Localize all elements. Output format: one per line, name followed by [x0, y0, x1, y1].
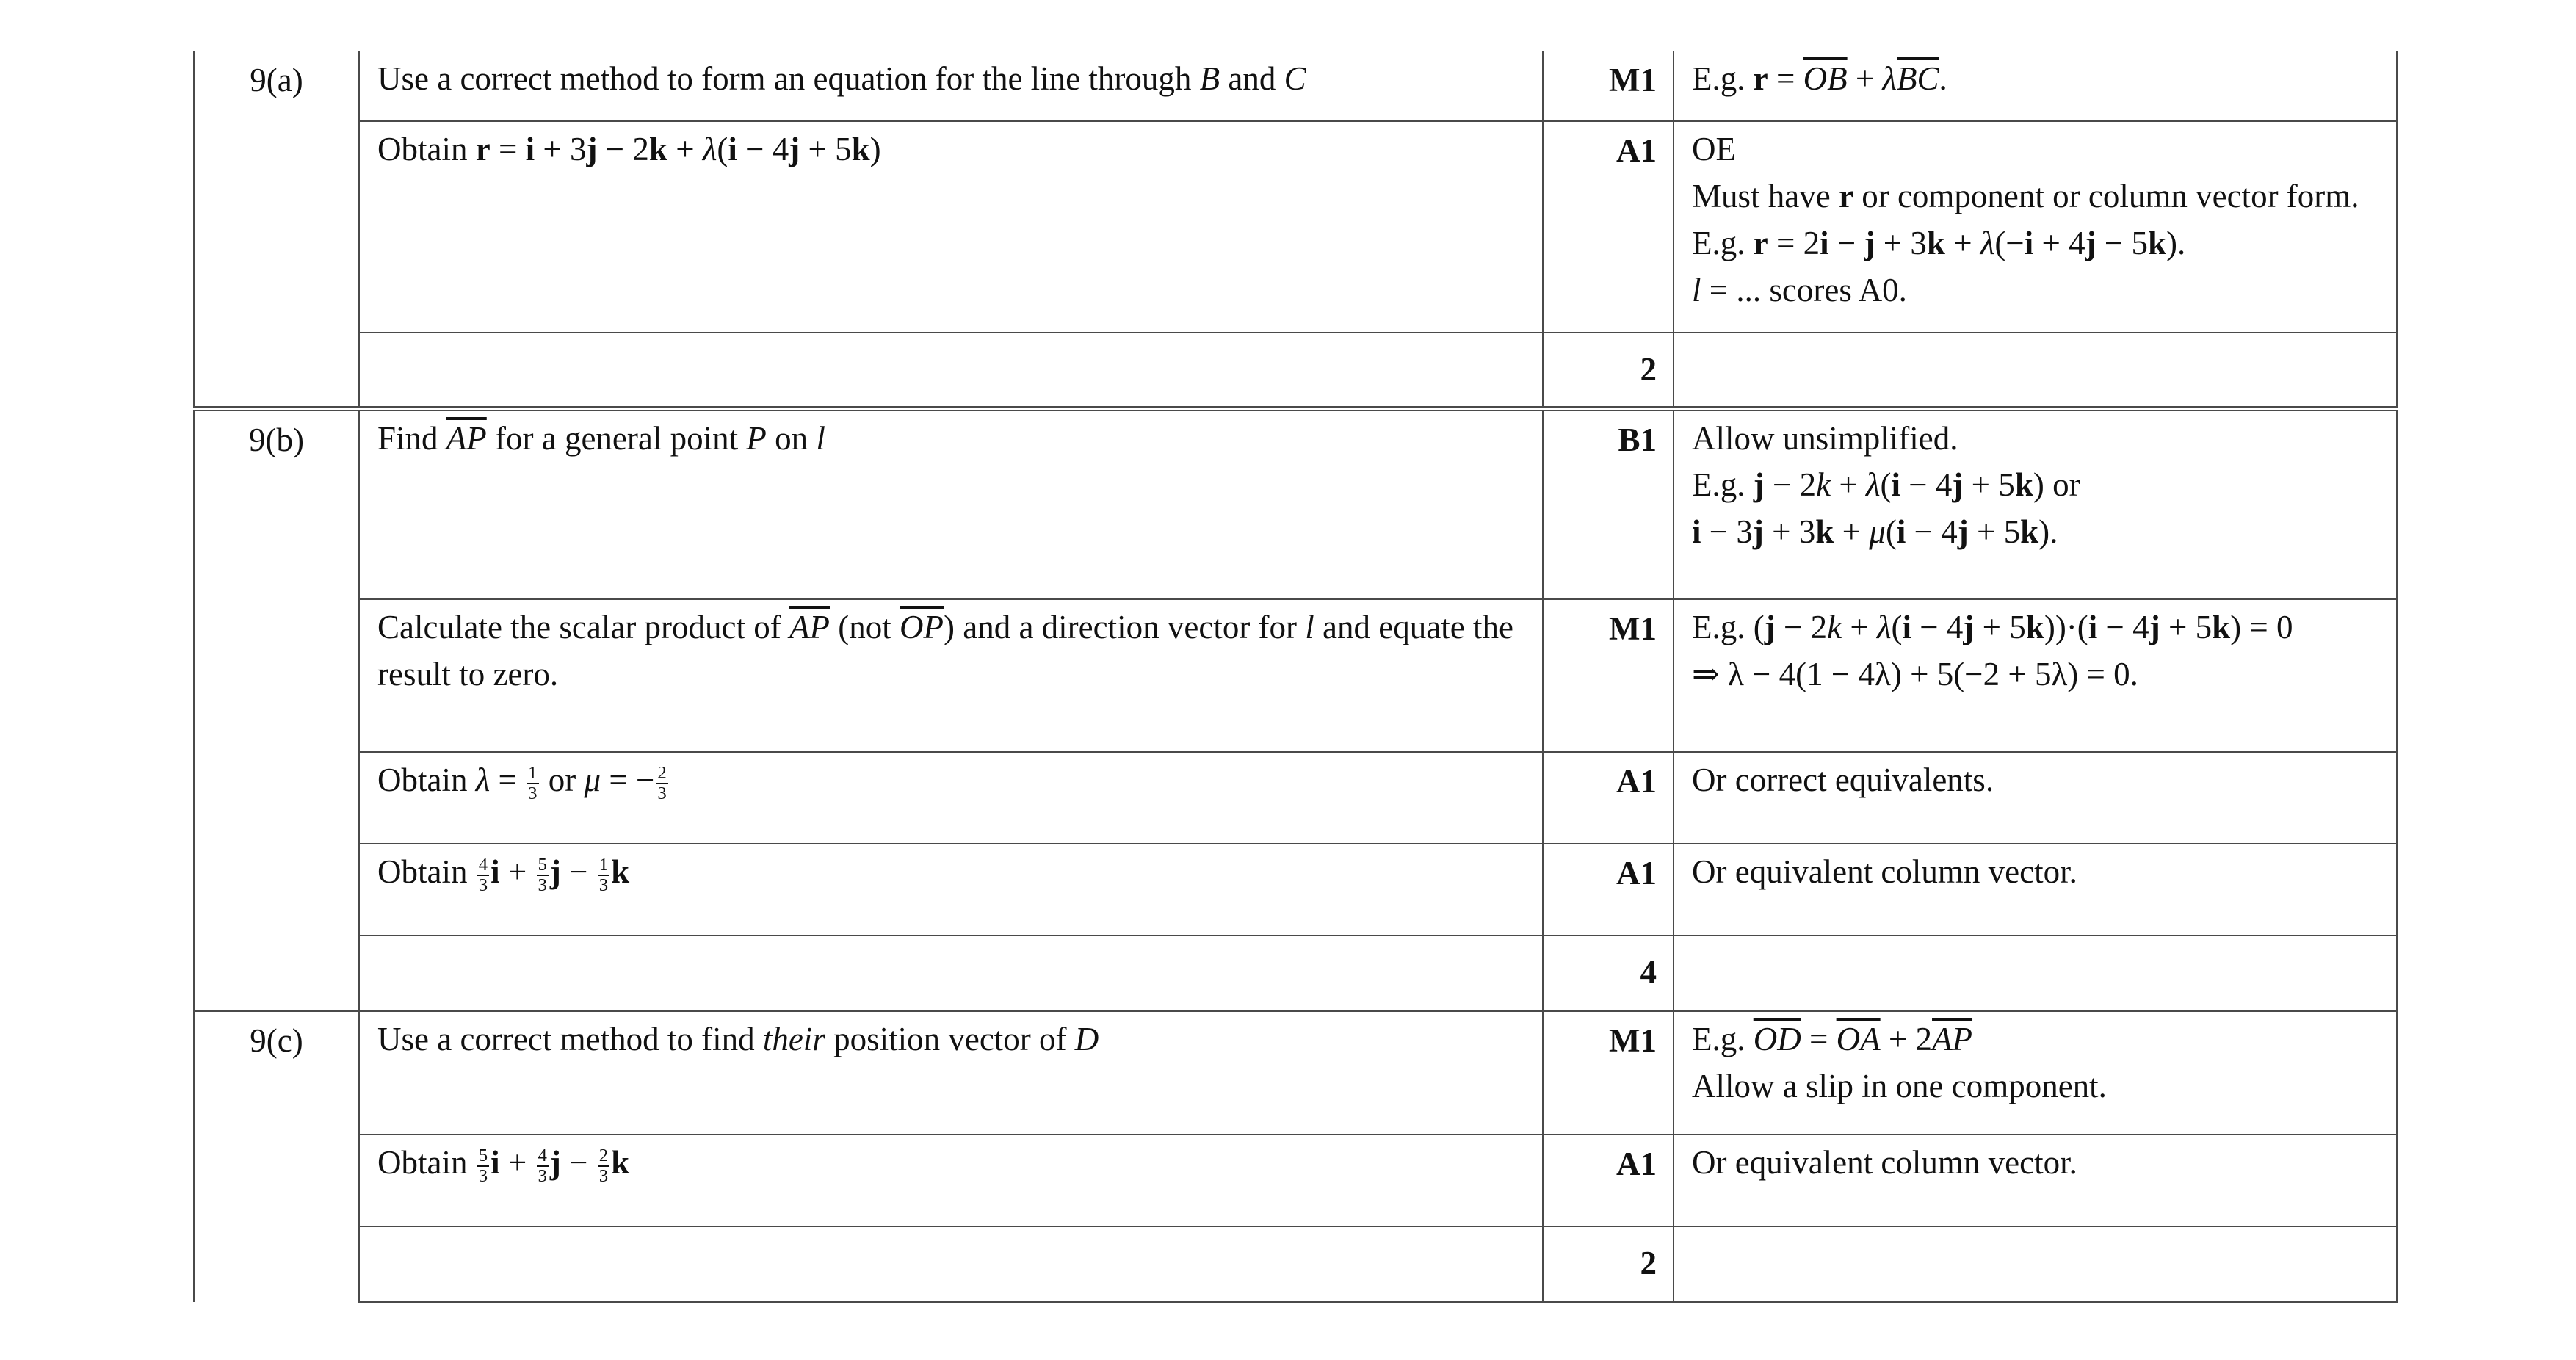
guidance-cell: Or equivalent column vector.	[1674, 844, 2397, 936]
answer-cell: Obtain $\frac{4}{3}$ i + $\frac{5}{3}$ j − $\frac{1}{3}$ k	[359, 844, 1543, 936]
answer-cell: Obtain λ = $\frac{1}{3}$ or μ = − $\frac{2}{3}$	[359, 752, 1543, 844]
q9b-row-2	[194, 599, 2397, 752]
guidance-cell-empty	[1674, 936, 2397, 1011]
mark-cell: A1	[1543, 1135, 1674, 1226]
guidance-line: OE	[1692, 131, 1736, 167]
guidance-line: E.g. r = 2i − j + 3k + λ(−i + 4j − 5k).	[1692, 224, 2186, 261]
mark-cell: B1	[1543, 408, 1674, 599]
guidance-line: ⇒ λ − 4(1 − 4λ) + 5(−2 + 5λ) = 0.	[1692, 655, 2138, 692]
mark-scheme-table	[193, 51, 2398, 1303]
answer-cell: Obtain $\frac{5}{3}$ i + $\frac{4}{3}$ j − $\frac{2}{3}$ k	[359, 1135, 1543, 1226]
guidance-line: l = ... scores A0.	[1692, 271, 1907, 308]
mark-cell: M1	[1543, 1011, 1674, 1135]
answer-cell: Obtain r = i + 3j − 2k + λ(i − 4j + 5k)	[359, 121, 1543, 333]
q9c-total-row	[194, 1226, 2397, 1302]
question-label-9c: 9(c)	[194, 1011, 359, 1302]
q9c-row-2	[194, 1135, 2397, 1226]
question-label-9b: 9(b)	[194, 408, 359, 1011]
question-label-9a: 9(a)	[194, 51, 359, 408]
guidance-cell	[1674, 121, 2397, 333]
answer-cell-empty	[359, 936, 1543, 1011]
guidance-cell: Or equivalent column vector.	[1674, 1135, 2397, 1226]
guidance-cell-empty	[1674, 1226, 2397, 1302]
q9b-total-row	[194, 936, 2397, 1011]
q9b-row-3	[194, 752, 2397, 844]
q9a-row-1	[194, 51, 2397, 121]
guidance-line: Must have r or component or column vector form.	[1692, 177, 2359, 214]
q9b-row-4	[194, 844, 2397, 936]
mark-cell: A1	[1543, 752, 1674, 844]
answer-cell-empty	[359, 333, 1543, 408]
guidance-cell	[1674, 408, 2397, 599]
total-mark: 2	[1543, 1226, 1674, 1302]
mark-cell: A1	[1543, 844, 1674, 936]
mark-cell: M1	[1543, 599, 1674, 752]
answer-cell: Use a correct method to form an equation for the line through B and C	[359, 51, 1543, 121]
answer-cell-empty	[359, 1226, 1543, 1302]
q9b-row-1	[194, 408, 2397, 599]
guidance-line: E.g. $\overline{OD} = \overline{OA} + 2\overline{AP}$	[1692, 1021, 1973, 1057]
q9a-total-row	[194, 333, 2397, 408]
guidance-line: Allow unsimplified.	[1692, 419, 1958, 457]
answer-cell: Use a correct method to find their position vector of D	[359, 1011, 1543, 1135]
total-mark: 4	[1543, 936, 1674, 1011]
answer-cell: Calculate the scalar product of $\overline{AP}$ (not $\overline{OP}$) and a direction vector for l and equate the result to zero.	[359, 599, 1543, 752]
mark-cell: M1	[1543, 51, 1674, 121]
guidance-line: Allow a slip in one component.	[1692, 1067, 2107, 1104]
q9a-row-2	[194, 121, 2397, 333]
guidance-cell	[1674, 1011, 2397, 1135]
guidance-cell: E.g. $r = \overline{OB} + \lambda\overline{BC}$.	[1674, 51, 2397, 121]
guidance-cell-empty	[1674, 333, 2397, 408]
guidance-line: E.g. (j − 2k + λ(i − 4j + 5k))·(i − 4j + 5k) = 0	[1692, 609, 2293, 645]
guidance-line: E.g. j − 2k + λ(i − 4j + 5k) or	[1692, 466, 2080, 504]
mark-cell: A1	[1543, 121, 1674, 333]
guidance-cell	[1674, 599, 2397, 752]
guidance-line: i − 3j + 3k + μ(i − 4j + 5k).	[1692, 513, 2058, 551]
guidance-cell: Or correct equivalents.	[1674, 752, 2397, 844]
q9c-row-1	[194, 1011, 2397, 1135]
total-mark: 2	[1543, 333, 1674, 408]
answer-cell: Find $\overline{AP}$ for a general point P on l	[359, 408, 1543, 599]
